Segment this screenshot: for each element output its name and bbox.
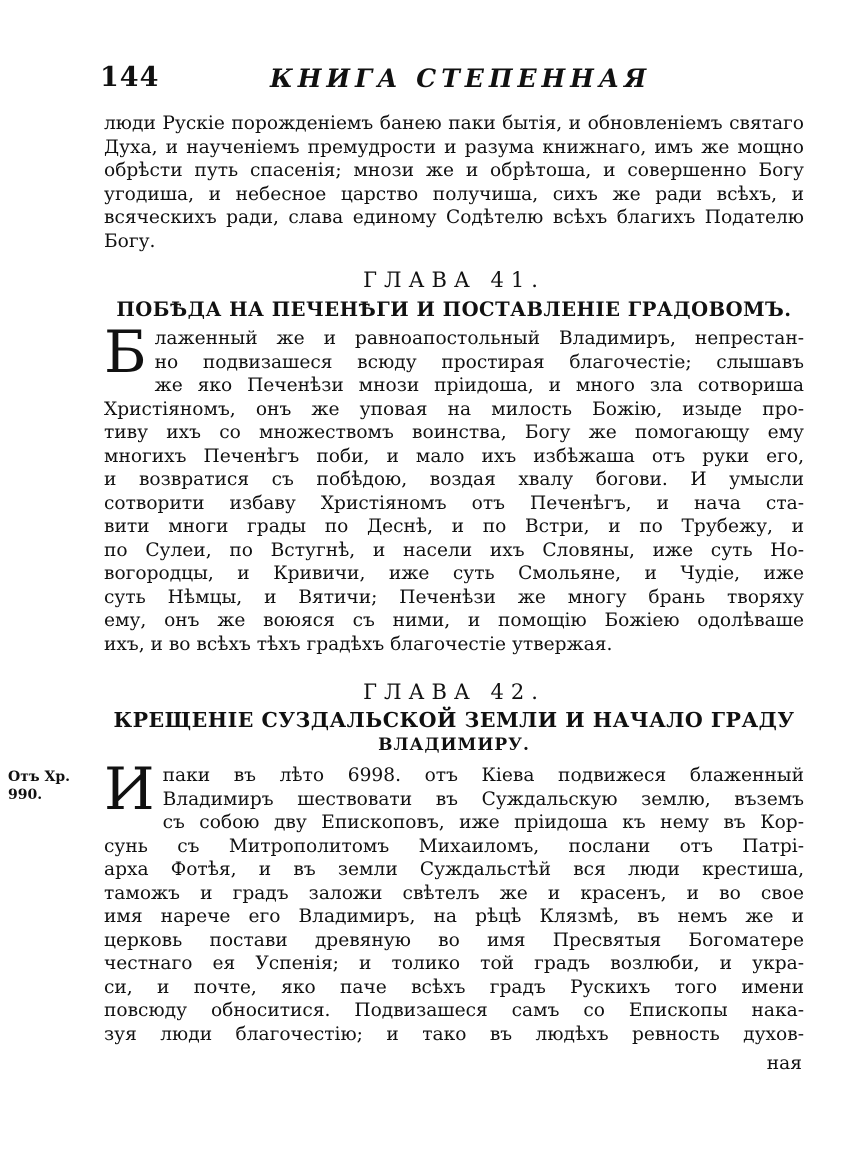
text-line: арха Фотѣя, и въ земли Суждальстѣй вся люди крестиша, (104, 859, 804, 880)
running-title: КНИГА СТЕПЕННАЯ (270, 64, 652, 93)
text-line: паки въ лѣто 6998. отъ Кiева подвижеся блаженный (162, 765, 804, 786)
chapter-42-dropcap: И (104, 755, 155, 823)
text-line: суть Нѣмцы, и Вятичи; Печенѣзи же многу брань творяху (104, 586, 804, 608)
text-line: съ собою дву Епископовъ, иже прiидоша къ нему въ Кор- (162, 812, 804, 833)
text-line: тиву ихъ со множествомъ воинства, Богу же помогающу ему (104, 422, 804, 443)
text-line: повсюду обноситися. Подвизашеся самъ со Епископы нака- (104, 1000, 804, 1021)
intro-paragraph (104, 112, 804, 253)
text-line: ихъ, и во всѣхъ тѣхъ градѣхъ благочестiе утвержая. (104, 633, 613, 655)
text-line: люди Рускiе порожденiемъ банею паки бытiя, и обновленiемъ святаго Духа, и наученiемъ премудрости и разума книжнаго, имъ же мощно обрѣсти путь спасенiя; мнози же и обрѣтоша, и совершенно Богу угодиша, и небесное царство получиша, сихъ же ради всѣхъ, и всяческихъ ради, слава единому Содѣтелю всѣхъ благихъ Подателю Богу. (104, 113, 804, 252)
text-line: многихъ Печенѣгъ поби, и мало ихъ избѣжаша отъ руки его, (104, 445, 804, 467)
text-line: сунь съ Митрополитомъ Михаиломъ, послани отъ Патрi- (104, 835, 804, 857)
chapter-42-title: КРЕЩЕНIЕ СУЗДАЛЬСКОЙ ЗЕМЛИ И НАЧАЛО ГРАДУ (113, 708, 795, 732)
margin-note-date: Отъ Хр. 990. (8, 769, 71, 803)
chapter-41-dropcap: Б (104, 318, 147, 386)
text-line: честнаго ея Успенiя; и толико той градъ возлюби, и укра- (104, 953, 804, 974)
text-line: вогородцы, и Кривичи, иже суть Смольяне, и Чудiе, иже (104, 563, 804, 584)
chapter-42-label: ГЛАВА 42. (363, 680, 545, 704)
chapter-42-subtitle: ВЛАДИМИРУ. (378, 735, 530, 755)
text-line: си, и почте, яко паче всѣхъ градъ Рускихъ того имени (104, 976, 804, 998)
catchword: ная (766, 1053, 802, 1074)
text-line: сотворити избаву Христiяномъ отъ Печенѣгъ, и нача ста- (104, 492, 804, 514)
chapter-42-body (104, 755, 804, 1046)
text-line: зуя люди благочестiю; и тако въ людѣхъ ревность духов- (104, 1023, 804, 1045)
text-line: ему, онъ же воюяся съ ними, и помощiю Божiею одолѣваше (104, 610, 804, 631)
text-line: таможъ и градъ заложи свѣтелъ же и красенъ, и во свое (104, 882, 804, 904)
text-line: и возвратися съ побѣдою, воздая хвалу богови. И умысли (104, 469, 804, 490)
page-header (100, 62, 720, 102)
text-line: но подвизашеся всюду простирая благочестiе; слышавъ (154, 351, 804, 373)
text-line: Владимиръ шествовати въ Суждальскую землю, въземъ (162, 788, 804, 810)
text-line: лаженный же и равноапостольный Владимиръ, непрестан- (154, 328, 804, 349)
chapter-41-body (104, 318, 804, 656)
text-line: Христiяномъ, онъ же уповая на милость Божiю, изыде про- (104, 398, 804, 420)
text-line: имя нарече его Владимиръ, на рѣцѣ Клязмѣ, въ немъ же и (104, 906, 804, 927)
chapter-41-title: ПОБѢДА НА ПЕЧЕНѢГИ И ПОСТАВЛЕНIЕ ГРАДОВОМЪ. (116, 298, 792, 321)
text-line: церковь постави древяную во имя Пресвятыя Богоматере (104, 929, 804, 951)
page-number: 144 (100, 62, 160, 93)
text-line: по Сулеи, по Встугнѣ, и насели ихъ Словяны, иже суть Но- (104, 539, 804, 561)
text-line: же яко Печенѣзи мнози прiидоша, и много зла сотвориша (154, 375, 804, 396)
chapter-41-label: ГЛАВА 41. (363, 268, 545, 292)
text-line: вити многи грады по Деснѣ, и по Встри, и по Трубежу, и (104, 516, 804, 537)
